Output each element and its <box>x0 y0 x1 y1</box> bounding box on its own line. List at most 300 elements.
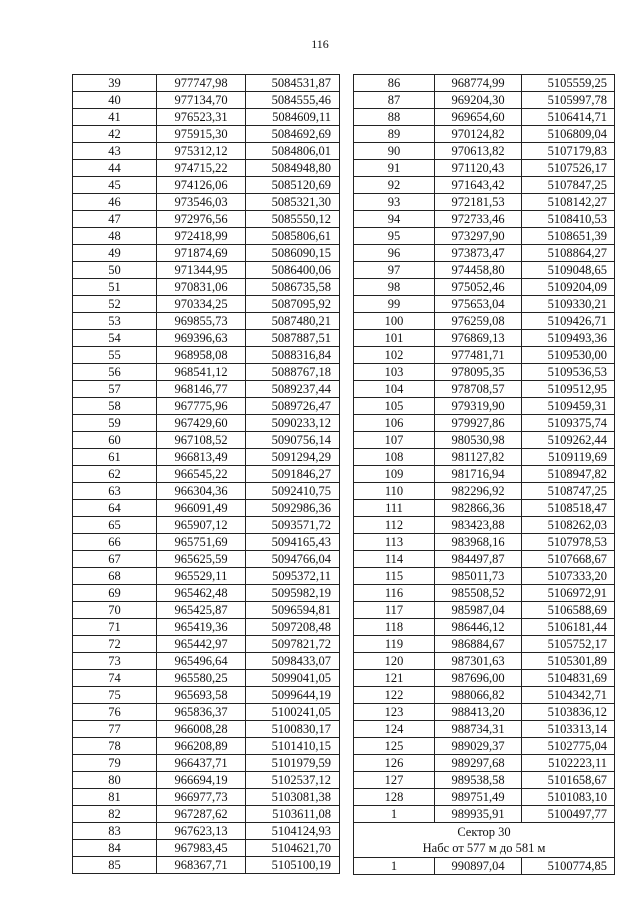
x-coordinate-cell: 966208,89 <box>157 738 246 755</box>
point-number-cell: 79 <box>73 755 157 772</box>
table-row <box>73 143 340 160</box>
y-coordinate-cell: 5084948,80 <box>246 160 340 177</box>
table-row <box>354 551 615 568</box>
x-coordinate-cell: 971874,69 <box>157 245 246 262</box>
y-coordinate-cell: 5094766,04 <box>246 551 340 568</box>
y-coordinate-cell: 5100241,05 <box>246 704 340 721</box>
y-coordinate-cell: 5108947,82 <box>522 466 615 483</box>
x-coordinate-cell: 977747,98 <box>157 75 246 92</box>
point-number-cell: 59 <box>73 415 157 432</box>
y-coordinate-cell: 5108747,25 <box>522 483 615 500</box>
point-number-cell: 116 <box>354 585 435 602</box>
x-coordinate-cell: 976869,13 <box>435 330 522 347</box>
x-coordinate-cell: 975312,12 <box>157 143 246 160</box>
table-row <box>73 262 340 279</box>
table-row <box>73 92 340 109</box>
x-coordinate-cell: 988734,31 <box>435 721 522 738</box>
x-coordinate-cell: 987301,63 <box>435 653 522 670</box>
table-row <box>73 228 340 245</box>
table-row <box>354 517 615 534</box>
y-coordinate-cell: 5107978,53 <box>522 534 615 551</box>
x-coordinate-cell: 967429,60 <box>157 415 246 432</box>
table-row <box>354 92 615 109</box>
y-coordinate-cell: 5105100,19 <box>246 857 340 874</box>
sector-header-cell <box>354 823 615 858</box>
table-row <box>73 755 340 772</box>
sector-title: Сектор 30 <box>457 825 511 839</box>
x-coordinate-cell: 966304,36 <box>157 483 246 500</box>
y-coordinate-cell: 5108651,39 <box>522 228 615 245</box>
x-coordinate-cell: 975653,04 <box>435 296 522 313</box>
point-number-cell: 114 <box>354 551 435 568</box>
point-number-cell: 88 <box>354 109 435 126</box>
point-number-cell: 68 <box>73 568 157 585</box>
point-number-cell: 104 <box>354 381 435 398</box>
table-row <box>73 296 340 313</box>
point-number-cell: 83 <box>73 823 157 840</box>
x-coordinate-cell: 989029,37 <box>435 738 522 755</box>
y-coordinate-cell: 5089237,44 <box>246 381 340 398</box>
y-coordinate-cell: 5109459,31 <box>522 398 615 415</box>
y-coordinate-cell: 5086400,06 <box>246 262 340 279</box>
x-coordinate-cell: 979319,90 <box>435 398 522 415</box>
table-row <box>354 296 615 313</box>
y-coordinate-cell: 5099041,05 <box>246 670 340 687</box>
x-coordinate-cell: 970124,82 <box>435 126 522 143</box>
point-number-cell: 1 <box>354 806 435 823</box>
table-row <box>73 823 340 840</box>
point-number-cell: 96 <box>354 245 435 262</box>
point-number-cell: 61 <box>73 449 157 466</box>
x-coordinate-cell: 967108,52 <box>157 432 246 449</box>
y-coordinate-cell: 5103081,38 <box>246 789 340 806</box>
point-number-cell: 70 <box>73 602 157 619</box>
point-number-cell: 66 <box>73 534 157 551</box>
point-number-cell: 57 <box>73 381 157 398</box>
point-number-cell: 45 <box>73 177 157 194</box>
y-coordinate-cell: 5105301,89 <box>522 653 615 670</box>
y-coordinate-cell: 5101410,15 <box>246 738 340 755</box>
table-row <box>354 483 615 500</box>
table-row <box>73 160 340 177</box>
y-coordinate-cell: 5104124,93 <box>246 823 340 840</box>
point-number-cell: 125 <box>354 738 435 755</box>
table-row <box>354 602 615 619</box>
x-coordinate-cell: 974126,06 <box>157 177 246 194</box>
point-number-cell: 95 <box>354 228 435 245</box>
point-number-cell: 101 <box>354 330 435 347</box>
table-row <box>354 381 615 398</box>
table-row <box>73 687 340 704</box>
table-row <box>73 313 340 330</box>
table-row <box>73 483 340 500</box>
y-coordinate-cell: 5103611,08 <box>246 806 340 823</box>
y-coordinate-cell: 5095982,19 <box>246 585 340 602</box>
y-coordinate-cell: 5100830,17 <box>246 721 340 738</box>
x-coordinate-cell: 969855,73 <box>157 313 246 330</box>
y-coordinate-cell: 5101083,10 <box>522 789 615 806</box>
table-row <box>354 806 615 823</box>
table-row <box>73 364 340 381</box>
x-coordinate-cell: 966694,19 <box>157 772 246 789</box>
y-coordinate-cell: 5104831,69 <box>522 670 615 687</box>
point-number-cell: 118 <box>354 619 435 636</box>
x-coordinate-cell: 989751,49 <box>435 789 522 806</box>
point-number-cell: 46 <box>73 194 157 211</box>
x-coordinate-cell: 981716,94 <box>435 466 522 483</box>
y-coordinate-cell: 5103313,14 <box>522 721 615 738</box>
x-coordinate-cell: 967983,45 <box>157 840 246 857</box>
table-row <box>73 245 340 262</box>
y-coordinate-cell: 5085321,30 <box>246 194 340 211</box>
x-coordinate-cell: 972418,99 <box>157 228 246 245</box>
point-number-cell: 91 <box>354 160 435 177</box>
point-number-cell: 121 <box>354 670 435 687</box>
table-row <box>354 721 615 738</box>
table-row <box>73 585 340 602</box>
table-row <box>73 653 340 670</box>
x-coordinate-cell: 972181,53 <box>435 194 522 211</box>
point-number-cell: 97 <box>354 262 435 279</box>
table-row <box>354 313 615 330</box>
x-coordinate-cell: 971643,42 <box>435 177 522 194</box>
point-number-cell: 110 <box>354 483 435 500</box>
table-row <box>354 636 615 653</box>
y-coordinate-cell: 5109426,71 <box>522 313 615 330</box>
y-coordinate-cell: 5106972,91 <box>522 585 615 602</box>
y-coordinate-cell: 5109536,53 <box>522 364 615 381</box>
point-number-cell: 54 <box>73 330 157 347</box>
table-row <box>354 364 615 381</box>
point-number-cell: 94 <box>354 211 435 228</box>
table-row <box>354 330 615 347</box>
point-number-cell: 117 <box>354 602 435 619</box>
table-row <box>73 432 340 449</box>
y-coordinate-cell: 5108410,53 <box>522 211 615 228</box>
y-coordinate-cell: 5091846,27 <box>246 466 340 483</box>
point-number-cell: 124 <box>354 721 435 738</box>
y-coordinate-cell: 5090756,14 <box>246 432 340 449</box>
y-coordinate-cell: 5085550,12 <box>246 211 340 228</box>
x-coordinate-cell: 977481,71 <box>435 347 522 364</box>
x-coordinate-cell: 965836,37 <box>157 704 246 721</box>
table-row <box>73 449 340 466</box>
x-coordinate-cell: 976259,08 <box>435 313 522 330</box>
x-coordinate-cell: 965425,87 <box>157 602 246 619</box>
point-number-cell: 126 <box>354 755 435 772</box>
point-number-cell: 1 <box>354 858 435 875</box>
y-coordinate-cell: 5105752,17 <box>522 636 615 653</box>
x-coordinate-cell: 968146,77 <box>157 381 246 398</box>
x-coordinate-cell: 970831,06 <box>157 279 246 296</box>
point-number-cell: 71 <box>73 619 157 636</box>
x-coordinate-cell: 965693,58 <box>157 687 246 704</box>
point-number-cell: 42 <box>73 126 157 143</box>
y-coordinate-cell: 5109375,74 <box>522 415 615 432</box>
y-coordinate-cell: 5103836,12 <box>522 704 615 721</box>
table-row <box>354 160 615 177</box>
page-number: 116 <box>311 37 329 51</box>
x-coordinate-cell: 965419,36 <box>157 619 246 636</box>
x-coordinate-cell: 988413,20 <box>435 704 522 721</box>
point-number-cell: 103 <box>354 364 435 381</box>
point-number-cell: 128 <box>354 789 435 806</box>
x-coordinate-cell: 968367,71 <box>157 857 246 874</box>
y-coordinate-cell: 5090233,12 <box>246 415 340 432</box>
table-row <box>73 109 340 126</box>
sector-subtitle: Набс от 577 м до 581 м <box>422 841 546 855</box>
table-row <box>354 687 615 704</box>
point-number-cell: 78 <box>73 738 157 755</box>
y-coordinate-cell: 5095372,11 <box>246 568 340 585</box>
point-number-cell: 50 <box>73 262 157 279</box>
x-coordinate-cell: 971120,43 <box>435 160 522 177</box>
point-number-cell: 52 <box>73 296 157 313</box>
table-row <box>73 75 340 92</box>
table-row <box>73 568 340 585</box>
point-number-cell: 53 <box>73 313 157 330</box>
point-number-cell: 82 <box>73 806 157 823</box>
y-coordinate-cell: 5089726,47 <box>246 398 340 415</box>
x-coordinate-cell: 977134,70 <box>157 92 246 109</box>
y-coordinate-cell: 5107333,20 <box>522 568 615 585</box>
x-coordinate-cell: 965442,97 <box>157 636 246 653</box>
x-coordinate-cell: 982866,36 <box>435 500 522 517</box>
y-coordinate-cell: 5092410,75 <box>246 483 340 500</box>
point-number-cell: 58 <box>73 398 157 415</box>
y-coordinate-cell: 5098433,07 <box>246 653 340 670</box>
y-coordinate-cell: 5084806,01 <box>246 143 340 160</box>
table-row <box>73 194 340 211</box>
x-coordinate-cell: 979927,86 <box>435 415 522 432</box>
point-number-cell: 55 <box>73 347 157 364</box>
x-coordinate-cell: 984497,87 <box>435 551 522 568</box>
y-coordinate-cell: 5084609,11 <box>246 109 340 126</box>
y-coordinate-cell: 5087480,21 <box>246 313 340 330</box>
x-coordinate-cell: 965625,59 <box>157 551 246 568</box>
y-coordinate-cell: 5097821,72 <box>246 636 340 653</box>
table-row <box>73 704 340 721</box>
y-coordinate-cell: 5104621,70 <box>246 840 340 857</box>
point-number-cell: 127 <box>354 772 435 789</box>
x-coordinate-cell: 968958,08 <box>157 347 246 364</box>
table-row <box>354 738 615 755</box>
x-coordinate-cell: 975052,46 <box>435 279 522 296</box>
x-coordinate-cell: 966545,22 <box>157 466 246 483</box>
y-coordinate-cell: 5101658,67 <box>522 772 615 789</box>
table-row <box>354 858 615 875</box>
point-number-cell: 49 <box>73 245 157 262</box>
table-row <box>354 500 615 517</box>
y-coordinate-cell: 5108142,27 <box>522 194 615 211</box>
x-coordinate-cell: 965496,64 <box>157 653 246 670</box>
table-row <box>354 279 615 296</box>
table-row <box>73 398 340 415</box>
x-coordinate-cell: 986884,67 <box>435 636 522 653</box>
y-coordinate-cell: 5109262,44 <box>522 432 615 449</box>
table-row <box>354 755 615 772</box>
point-number-cell: 75 <box>73 687 157 704</box>
y-coordinate-cell: 5102223,11 <box>522 755 615 772</box>
point-number-cell: 98 <box>354 279 435 296</box>
y-coordinate-cell: 5100497,77 <box>522 806 615 823</box>
y-coordinate-cell: 5107179,83 <box>522 143 615 160</box>
x-coordinate-cell: 989297,68 <box>435 755 522 772</box>
table-row <box>354 704 615 721</box>
point-number-cell: 48 <box>73 228 157 245</box>
table-row <box>354 109 615 126</box>
x-coordinate-cell: 966437,71 <box>157 755 246 772</box>
x-coordinate-cell: 980530,98 <box>435 432 522 449</box>
y-coordinate-cell: 5109530,00 <box>522 347 615 364</box>
table-row <box>73 517 340 534</box>
table-row <box>354 449 615 466</box>
x-coordinate-cell: 965907,12 <box>157 517 246 534</box>
y-coordinate-cell: 5094165,43 <box>246 534 340 551</box>
y-coordinate-cell: 5109119,69 <box>522 449 615 466</box>
point-number-cell: 81 <box>73 789 157 806</box>
x-coordinate-cell: 987696,00 <box>435 670 522 687</box>
y-coordinate-cell: 5102537,12 <box>246 772 340 789</box>
table-row <box>354 568 615 585</box>
point-number-cell: 84 <box>73 840 157 857</box>
point-number-cell: 93 <box>354 194 435 211</box>
table-row <box>73 840 340 857</box>
x-coordinate-cell: 989935,91 <box>435 806 522 823</box>
point-number-cell: 62 <box>73 466 157 483</box>
table-row <box>354 398 615 415</box>
y-coordinate-cell: 5085120,69 <box>246 177 340 194</box>
point-number-cell: 51 <box>73 279 157 296</box>
point-number-cell: 108 <box>354 449 435 466</box>
y-coordinate-cell: 5102775,04 <box>522 738 615 755</box>
point-number-cell: 76 <box>73 704 157 721</box>
table-row <box>73 177 340 194</box>
point-number-cell: 92 <box>354 177 435 194</box>
point-number-cell: 69 <box>73 585 157 602</box>
table-row <box>354 466 615 483</box>
table-row <box>73 534 340 551</box>
point-number-cell: 43 <box>73 143 157 160</box>
table-row <box>354 789 615 806</box>
y-coordinate-cell: 5106181,44 <box>522 619 615 636</box>
y-coordinate-cell: 5087095,92 <box>246 296 340 313</box>
point-number-cell: 74 <box>73 670 157 687</box>
point-number-cell: 60 <box>73 432 157 449</box>
y-coordinate-cell: 5091294,29 <box>246 449 340 466</box>
table-row <box>354 126 615 143</box>
y-coordinate-cell: 5088316,84 <box>246 347 340 364</box>
table-row <box>73 789 340 806</box>
table-row <box>354 75 615 92</box>
table-row <box>354 534 615 551</box>
x-coordinate-cell: 966008,28 <box>157 721 246 738</box>
y-coordinate-cell: 5105559,25 <box>522 75 615 92</box>
table-row <box>73 551 340 568</box>
table-row <box>354 245 615 262</box>
y-coordinate-cell: 5096594,81 <box>246 602 340 619</box>
y-coordinate-cell: 5099644,19 <box>246 687 340 704</box>
table-row <box>354 228 615 245</box>
y-coordinate-cell: 5100774,85 <box>522 858 615 875</box>
point-number-cell: 41 <box>73 109 157 126</box>
y-coordinate-cell: 5097208,48 <box>246 619 340 636</box>
point-number-cell: 65 <box>73 517 157 534</box>
y-coordinate-cell: 5085806,61 <box>246 228 340 245</box>
table-row <box>73 772 340 789</box>
y-coordinate-cell: 5084555,46 <box>246 92 340 109</box>
table-row <box>354 211 615 228</box>
y-coordinate-cell: 5108262,03 <box>522 517 615 534</box>
table-row <box>73 466 340 483</box>
point-number-cell: 67 <box>73 551 157 568</box>
point-number-cell: 99 <box>354 296 435 313</box>
table-row <box>354 619 615 636</box>
x-coordinate-cell: 985508,52 <box>435 585 522 602</box>
table-row <box>73 670 340 687</box>
x-coordinate-cell: 985011,73 <box>435 568 522 585</box>
point-number-cell: 113 <box>354 534 435 551</box>
point-number-cell: 123 <box>354 704 435 721</box>
y-coordinate-cell: 5107847,25 <box>522 177 615 194</box>
point-number-cell: 122 <box>354 687 435 704</box>
table-row <box>73 347 340 364</box>
table-row <box>73 330 340 347</box>
point-number-cell: 120 <box>354 653 435 670</box>
y-coordinate-cell: 5106588,69 <box>522 602 615 619</box>
y-coordinate-cell: 5109512,95 <box>522 381 615 398</box>
x-coordinate-cell: 970613,82 <box>435 143 522 160</box>
table-row <box>73 211 340 228</box>
x-coordinate-cell: 971344,95 <box>157 262 246 279</box>
y-coordinate-cell: 5108864,27 <box>522 245 615 262</box>
table-row <box>73 381 340 398</box>
x-coordinate-cell: 974715,22 <box>157 160 246 177</box>
y-coordinate-cell: 5104342,71 <box>522 687 615 704</box>
point-number-cell: 106 <box>354 415 435 432</box>
y-coordinate-cell: 5087887,51 <box>246 330 340 347</box>
point-number-cell: 86 <box>354 75 435 92</box>
point-number-cell: 73 <box>73 653 157 670</box>
x-coordinate-cell: 976523,31 <box>157 109 246 126</box>
point-number-cell: 109 <box>354 466 435 483</box>
sector-header-row <box>354 823 615 858</box>
x-coordinate-cell: 967287,62 <box>157 806 246 823</box>
y-coordinate-cell: 5086735,58 <box>246 279 340 296</box>
point-number-cell: 44 <box>73 160 157 177</box>
x-coordinate-cell: 965462,48 <box>157 585 246 602</box>
table-row <box>73 415 340 432</box>
coordinates-table-left <box>72 74 340 874</box>
y-coordinate-cell: 5084692,69 <box>246 126 340 143</box>
point-number-cell: 39 <box>73 75 157 92</box>
table-row <box>73 806 340 823</box>
x-coordinate-cell: 966977,73 <box>157 789 246 806</box>
x-coordinate-cell: 970334,25 <box>157 296 246 313</box>
table-row <box>354 177 615 194</box>
x-coordinate-cell: 975915,30 <box>157 126 246 143</box>
x-coordinate-cell: 990897,04 <box>435 858 522 875</box>
table-row <box>73 721 340 738</box>
y-coordinate-cell: 5088767,18 <box>246 364 340 381</box>
table-row <box>354 415 615 432</box>
x-coordinate-cell: 969396,63 <box>157 330 246 347</box>
x-coordinate-cell: 981127,82 <box>435 449 522 466</box>
table-row <box>73 500 340 517</box>
point-number-cell: 63 <box>73 483 157 500</box>
point-number-cell: 47 <box>73 211 157 228</box>
table-row <box>354 347 615 364</box>
